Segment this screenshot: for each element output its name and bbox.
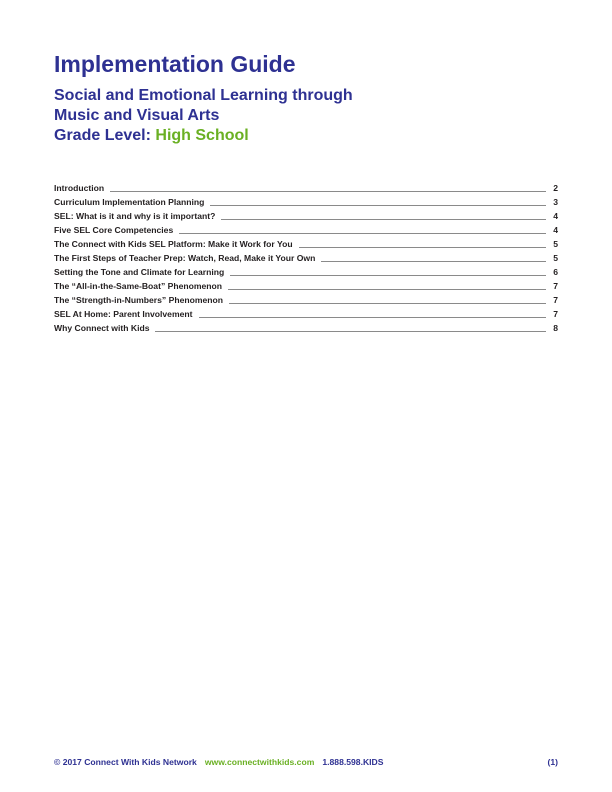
footer-page-number: (1): [547, 757, 558, 767]
toc-entry[interactable]: [54, 222, 558, 236]
toc-entry-title: Setting the Tone and Climate for Learning: [54, 267, 225, 277]
toc-leader-line: [321, 261, 546, 262]
toc-entry[interactable]: [54, 194, 558, 208]
toc-entry-page: 8: [553, 323, 558, 333]
toc-entry-title: The Connect with Kids SEL Platform: Make it Work for You: [54, 239, 293, 249]
toc-leader-line: [221, 219, 546, 220]
toc-entry-page: 4: [553, 225, 558, 235]
toc-leader-line: [229, 303, 546, 304]
subtitle-line-2: Music and Visual Arts: [54, 107, 220, 124]
toc-entry-page: 7: [553, 281, 558, 291]
page-title: Implementation Guide: [54, 51, 296, 77]
toc-entry[interactable]: [54, 250, 558, 264]
toc-entry-page: 6: [553, 267, 558, 277]
toc-entry-page: 7: [553, 295, 558, 305]
toc-entry[interactable]: [54, 278, 558, 292]
footer-website-link[interactable]: www.connectwithkids.com: [204, 757, 315, 767]
toc-entry-page: 7: [553, 309, 558, 319]
toc-leader-line: [230, 275, 546, 276]
subtitle-line-1: Social and Emotional Learning through: [54, 87, 353, 104]
grade-level-line: [54, 126, 353, 146]
toc-leader-line: [179, 233, 546, 234]
toc-entry-page: 5: [553, 239, 558, 249]
toc-entry-title: The “Strength-in-Numbers” Phenomenon: [54, 295, 224, 305]
grade-level-value: High School: [155, 127, 249, 144]
toc-entry[interactable]: [54, 320, 558, 334]
toc-entry[interactable]: [54, 180, 558, 194]
toc-leader-line: [210, 205, 546, 206]
toc-entry[interactable]: [54, 208, 558, 222]
grade-level-label: Grade Level:: [54, 127, 151, 144]
toc-entry-title: The “All-in-the-Same-Boat” Phenomenon: [54, 281, 223, 291]
toc-entry[interactable]: [54, 264, 558, 278]
toc-entry[interactable]: [54, 236, 558, 250]
toc-entry-title: SEL: What is it and why is it important?: [54, 211, 216, 221]
table-of-contents: [54, 180, 558, 334]
page-footer: [54, 757, 558, 768]
toc-entry[interactable]: [54, 306, 558, 320]
toc-entry-title: The First Steps of Teacher Prep: Watch, Read, Make it Your Own: [54, 253, 316, 263]
footer-copyright: © 2017 Connect With Kids Network: [54, 757, 197, 767]
toc-entry-title: Curriculum Implementation Planning: [54, 197, 205, 207]
toc-entry-title: Why Connect with Kids: [54, 323, 150, 333]
page-subtitle: [54, 86, 353, 146]
toc-leader-line: [199, 317, 547, 318]
toc-entry-page: 3: [553, 197, 558, 207]
toc-entry-title: Introduction: [54, 183, 105, 193]
toc-entry[interactable]: [54, 292, 558, 306]
toc-entry-page: 4: [553, 211, 558, 221]
toc-entry-page: 5: [553, 253, 558, 263]
footer-phone: 1.888.598.KIDS: [322, 757, 384, 767]
toc-leader-line: [110, 191, 546, 192]
toc-leader-line: [155, 331, 546, 332]
toc-leader-line: [228, 289, 546, 290]
toc-leader-line: [299, 247, 546, 248]
toc-entry-title: Five SEL Core Competencies: [54, 225, 174, 235]
toc-entry-title: SEL At Home: Parent Involvement: [54, 309, 193, 319]
toc-entry-page: 2: [553, 183, 558, 193]
